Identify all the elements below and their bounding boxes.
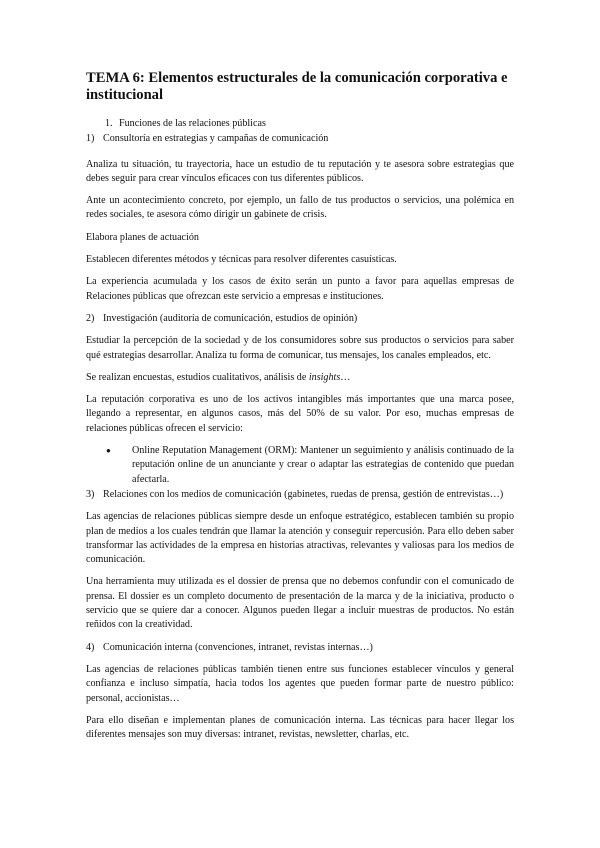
paragraph: La experiencia acumulada y los casos de éxito serán un punto a favor para aquellas empresas de Relaciones públicas que ofrezcan este servicio a empresas e instituciones.	[86, 276, 514, 302]
paragraph	[86, 371, 514, 385]
section-list-item	[86, 117, 514, 131]
numbered-heading-2	[86, 312, 514, 326]
list-number: 2)	[86, 312, 95, 324]
list-label: Funciones de las relaciones públicas	[119, 118, 266, 129]
paragraph-text: Se realizan encuestas, estudios cualitativos, análisis de	[86, 371, 309, 383]
list-label: Relaciones con los medios de comunicación (gabinetes, ruedas de prensa, gestión de entrevistas…)	[103, 488, 504, 500]
paragraph: Las agencias de relaciones públicas siempre desde un enfoque estratégico, establecen también su propio plan de medios a los cuales tendrán que llamar la atención y conseguir repercusión. Para ello deben saber transformar las actividades de la empresa en historias atractivas, relevantes y valiosas para los medios de comunicación.	[86, 511, 514, 566]
emphasis-text: insights	[308, 371, 341, 383]
paragraph: La reputación corporativa es uno de los activos intangibles más importantes que una marca posee, llegando a representar, en algunos casos, más del 50% de su valor. Por eso, muchas empresas de relaciones públicas ofrecen el servicio:	[86, 394, 514, 434]
numbered-heading-3	[86, 488, 514, 502]
list-number: 3)	[86, 488, 95, 500]
paragraph: Las agencias de relaciones públicas también tienen entre sus funciones establecer vínculos y general confianza e incluso simpatía, hacia todos los agentes que pueden formar parte de nuestro público: personal, accionistas…	[86, 663, 514, 704]
paragraph: Para ello diseñan e implementan planes de comunicación interna. Las técnicas para hacer llegar los diferentes mensajes son muy diversas: intranet, revistas, newsletter, charlas, etc.	[86, 714, 514, 741]
paragraph-text: …	[340, 371, 351, 383]
paragraph: Estudiar la percepción de la sociedad y de los consumidores sobre sus productos o servicios para saber qué estrategias desarrollar. Analiza tu forma de comunicar, tus mensajes, los canales empleados, etc.	[86, 335, 514, 361]
bullet-item	[86, 444, 514, 487]
document-page	[86, 70, 514, 750]
numbered-heading-4	[86, 641, 514, 655]
list-number: 1)	[86, 133, 95, 145]
paragraph: Establecen diferentes métodos y técnicas para resolver diferentes casuísticas.	[86, 254, 397, 266]
list-label: Consultoría en estrategias y campañas de comunicación	[103, 133, 329, 145]
list-number: 4)	[86, 641, 95, 653]
bullet-text: Online Reputation Management (ORM): Mantener un seguimiento y análisis continuado de la reputación online de un anunciante y crear o adaptar las estrategias de contenido que puedan afectarla.	[132, 445, 514, 485]
numbered-heading-1	[86, 132, 514, 146]
page-title: TEMA 6: Elementos estructurales de la comunicación corporativa e institucional	[86, 70, 508, 103]
list-label: Investigación (auditoría de comunicación, estudios de opinión)	[103, 312, 358, 324]
bullet-dot-icon: ●	[106, 446, 111, 456]
paragraph: Una herramienta muy utilizada es el dossier de prensa que no debemos confundir con el comunicado de prensa. El dossier es un completo documento de presentación de la marca y de la iniciativa, producto o servicio que se quiere dar a conocer. Algunos pueden llegar a incluir muestras de productos. No están reñidos con la creatividad.	[86, 576, 514, 631]
paragraph: Elabora planes de actuación	[86, 231, 199, 243]
paragraph: Ante un acontecimiento concreto, por ejemplo, un fallo de tus productos o servicios, una polémica en redes sociales, te asesora cómo dirigir un gabinete de crisis.	[86, 195, 514, 221]
list-label: Comunicación interna (convenciones, intranet, revistas internas…)	[103, 641, 373, 653]
list-number: 1.	[105, 118, 113, 129]
paragraph: Analiza tu situación, tu trayectoria, hace un estudio de tu reputación y te asesora sobre estrategias que debes seguir para crear vínculos eficaces con tus diferentes públicos.	[86, 158, 514, 184]
